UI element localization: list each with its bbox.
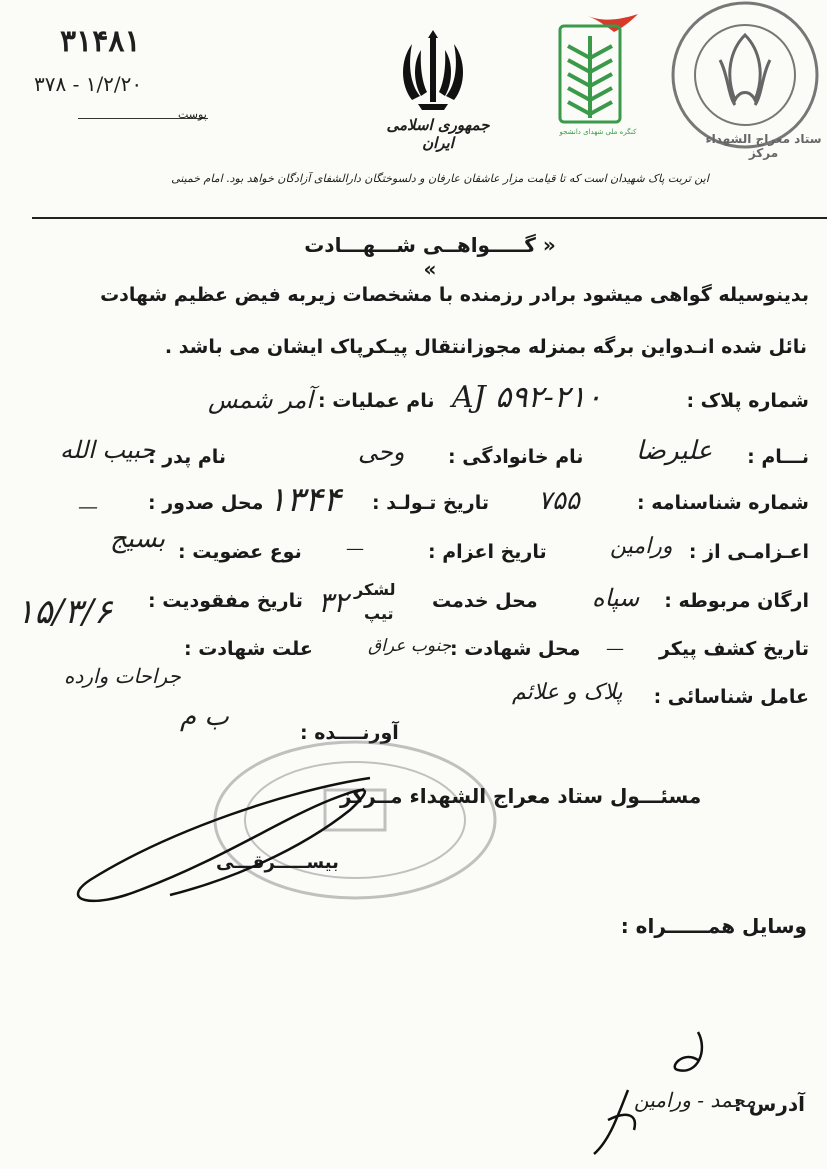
birth-date-value: ۱۳۴۴ xyxy=(268,480,342,520)
birth-date-label: تاریخ تـولـد : xyxy=(372,492,490,514)
address-value: محمد - ورامین xyxy=(634,1088,757,1112)
student-martyrs-congress-logo-icon xyxy=(548,8,644,140)
service-place-value-number: ۳۲ xyxy=(318,586,349,619)
header-divider xyxy=(32,217,827,219)
maraj-stamp-icon xyxy=(650,0,827,150)
official-signature-icon xyxy=(50,770,390,910)
post-label: پوست xyxy=(178,108,207,121)
green-logo-caption: کنگره ملی شهدای دانشجو xyxy=(559,128,637,136)
operation-value: آمر شمس xyxy=(208,386,313,414)
father-label: نام پدر : xyxy=(148,446,227,468)
official-name: بیســـــرقـــی xyxy=(216,852,339,873)
emblem-caption: جمهوری اسلامی ایران xyxy=(386,116,490,152)
intro-line-1: بدینوسیله گواهی میشود برادر رزمنده با مشخصات زیربه فیض عظیم شهادت xyxy=(100,284,809,306)
martyr-place-value: جنوب عراق xyxy=(368,636,452,656)
address-label: آدرس : xyxy=(733,1092,805,1116)
service-place-value-division: لشکر xyxy=(354,580,396,599)
iran-emblem-icon xyxy=(398,30,468,114)
intro-line-2: نائل شده انـدواین برگه بمنزله مجوزانتقال پیـکرپاک ایشان می باشد . xyxy=(164,336,807,358)
official-title: مسئـــول ستاد معراج الشهداء مــرکز xyxy=(340,784,702,808)
address-signature-icon xyxy=(588,1020,728,1160)
document-title: « گـــــواهــی شـــهـــادت » xyxy=(304,233,556,281)
issue-place-value: — xyxy=(78,494,98,518)
header-motto: این تربت پاک شهیدان است که تا قیامت مزار عاشقان عارفان و دلسوختگان دارالشفای آزادگان خواهد بود. امام خمینی xyxy=(171,172,709,185)
belongings-label: وسایل همــــــراه : xyxy=(620,914,807,938)
identifier-value: پلاک و علائم xyxy=(512,680,623,705)
organ-label: ارگان مربوطه : xyxy=(664,590,809,612)
bearer-label: آورنــــده : xyxy=(300,722,399,744)
identifier-label: عامل شناسائی : xyxy=(653,686,809,708)
dispatched-from-label: اعـزامـی از : xyxy=(688,541,809,563)
name-value: علیرضا xyxy=(636,436,713,466)
membership-label: نوع عضویت : xyxy=(178,541,302,563)
plaque-value: AJ ۵۹۲-۲۱۰ xyxy=(452,380,603,415)
operation-label: نام عملیات : xyxy=(318,390,435,412)
service-place-label: محل خدمت xyxy=(432,590,538,612)
registration-number: ۳۱۴۸۱ xyxy=(60,24,141,59)
issue-place-label: محل صدور : xyxy=(148,492,264,514)
stamp-text: ستاد معراج الشهداء مرکز xyxy=(705,132,822,160)
service-place-value-brigade: تیپ xyxy=(364,604,394,623)
dispatch-date-label: تاریخ اعزام : xyxy=(428,541,547,563)
missing-date-label: تاریخ مفقودیت : xyxy=(148,590,303,612)
father-value: حبیب الله xyxy=(60,436,156,464)
missing-date-value: ۱۵/۳/۶ xyxy=(16,592,112,632)
id-number-label: شماره شناسنامه : xyxy=(637,492,809,514)
bearer-value: ب م xyxy=(180,702,229,732)
body-found-value: — xyxy=(606,638,624,659)
name-label: نـــام : xyxy=(747,446,809,468)
family-label: نام خانوادگی : xyxy=(448,446,584,468)
dispatched-from-value: ورامین xyxy=(610,534,673,559)
family-value: وحی xyxy=(358,438,405,466)
membership-value: بسیج xyxy=(110,524,166,554)
plaque-label: شماره پلاک : xyxy=(686,390,809,412)
body-found-label: تاریخ کشف پیکر xyxy=(658,638,809,660)
organ-value: سپاه xyxy=(592,584,640,612)
martyr-place-label: محل شهادت : xyxy=(450,638,581,660)
id-number-value: ۷۵۵ xyxy=(538,486,580,516)
martyr-cause-label: علت شهادت : xyxy=(184,638,313,660)
registration-code: ۳۷۸ - ۱/۲/۲۰ xyxy=(34,72,143,96)
martyr-cause-value: جراحات وارده xyxy=(64,664,181,688)
dispatch-date-value: — xyxy=(346,538,364,559)
